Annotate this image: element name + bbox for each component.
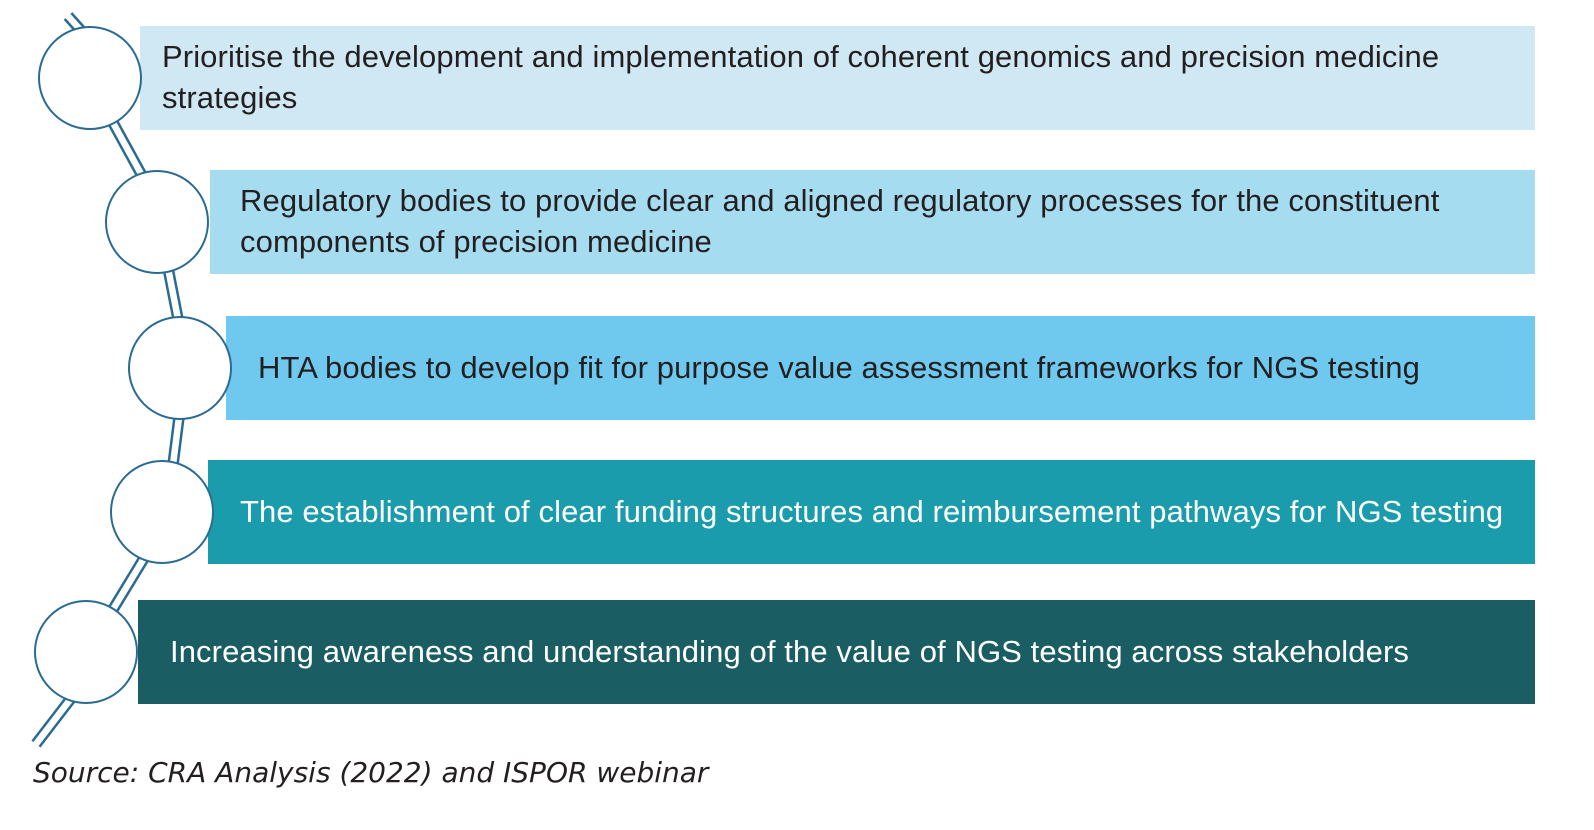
process-step [0,460,1594,564]
step-label: Prioritise the development and implementation of coherent genomics and precision medicine strategies [162,39,1440,115]
step-bar [210,170,1535,274]
process-step [0,170,1594,274]
step-bar [140,26,1535,130]
source-note: Source: CRA Analysis (2022) and ISPOR webinar [33,756,709,789]
step-circle [34,600,138,704]
process-step [0,316,1594,420]
step-label: Regulatory bodies to provide clear and aligned regulatory processes for the constituent components of precision medicine [240,183,1440,259]
step-label: The establishment of clear funding structures and reimbursement pathways for NGS testing [240,493,1504,529]
step-circle [38,26,142,130]
step-label: HTA bodies to develop fit for purpose value assessment frameworks for NGS testing [258,349,1420,385]
process-step [0,26,1594,130]
step-label: Increasing awareness and understanding of the value of NGS testing across stakeholders [170,633,1409,669]
step-circle [110,460,214,564]
step-circle [105,170,209,274]
process-step [0,600,1594,704]
step-bar [138,600,1535,704]
step-bar [208,460,1535,564]
step-bar [226,316,1535,420]
step-circle [128,316,232,420]
